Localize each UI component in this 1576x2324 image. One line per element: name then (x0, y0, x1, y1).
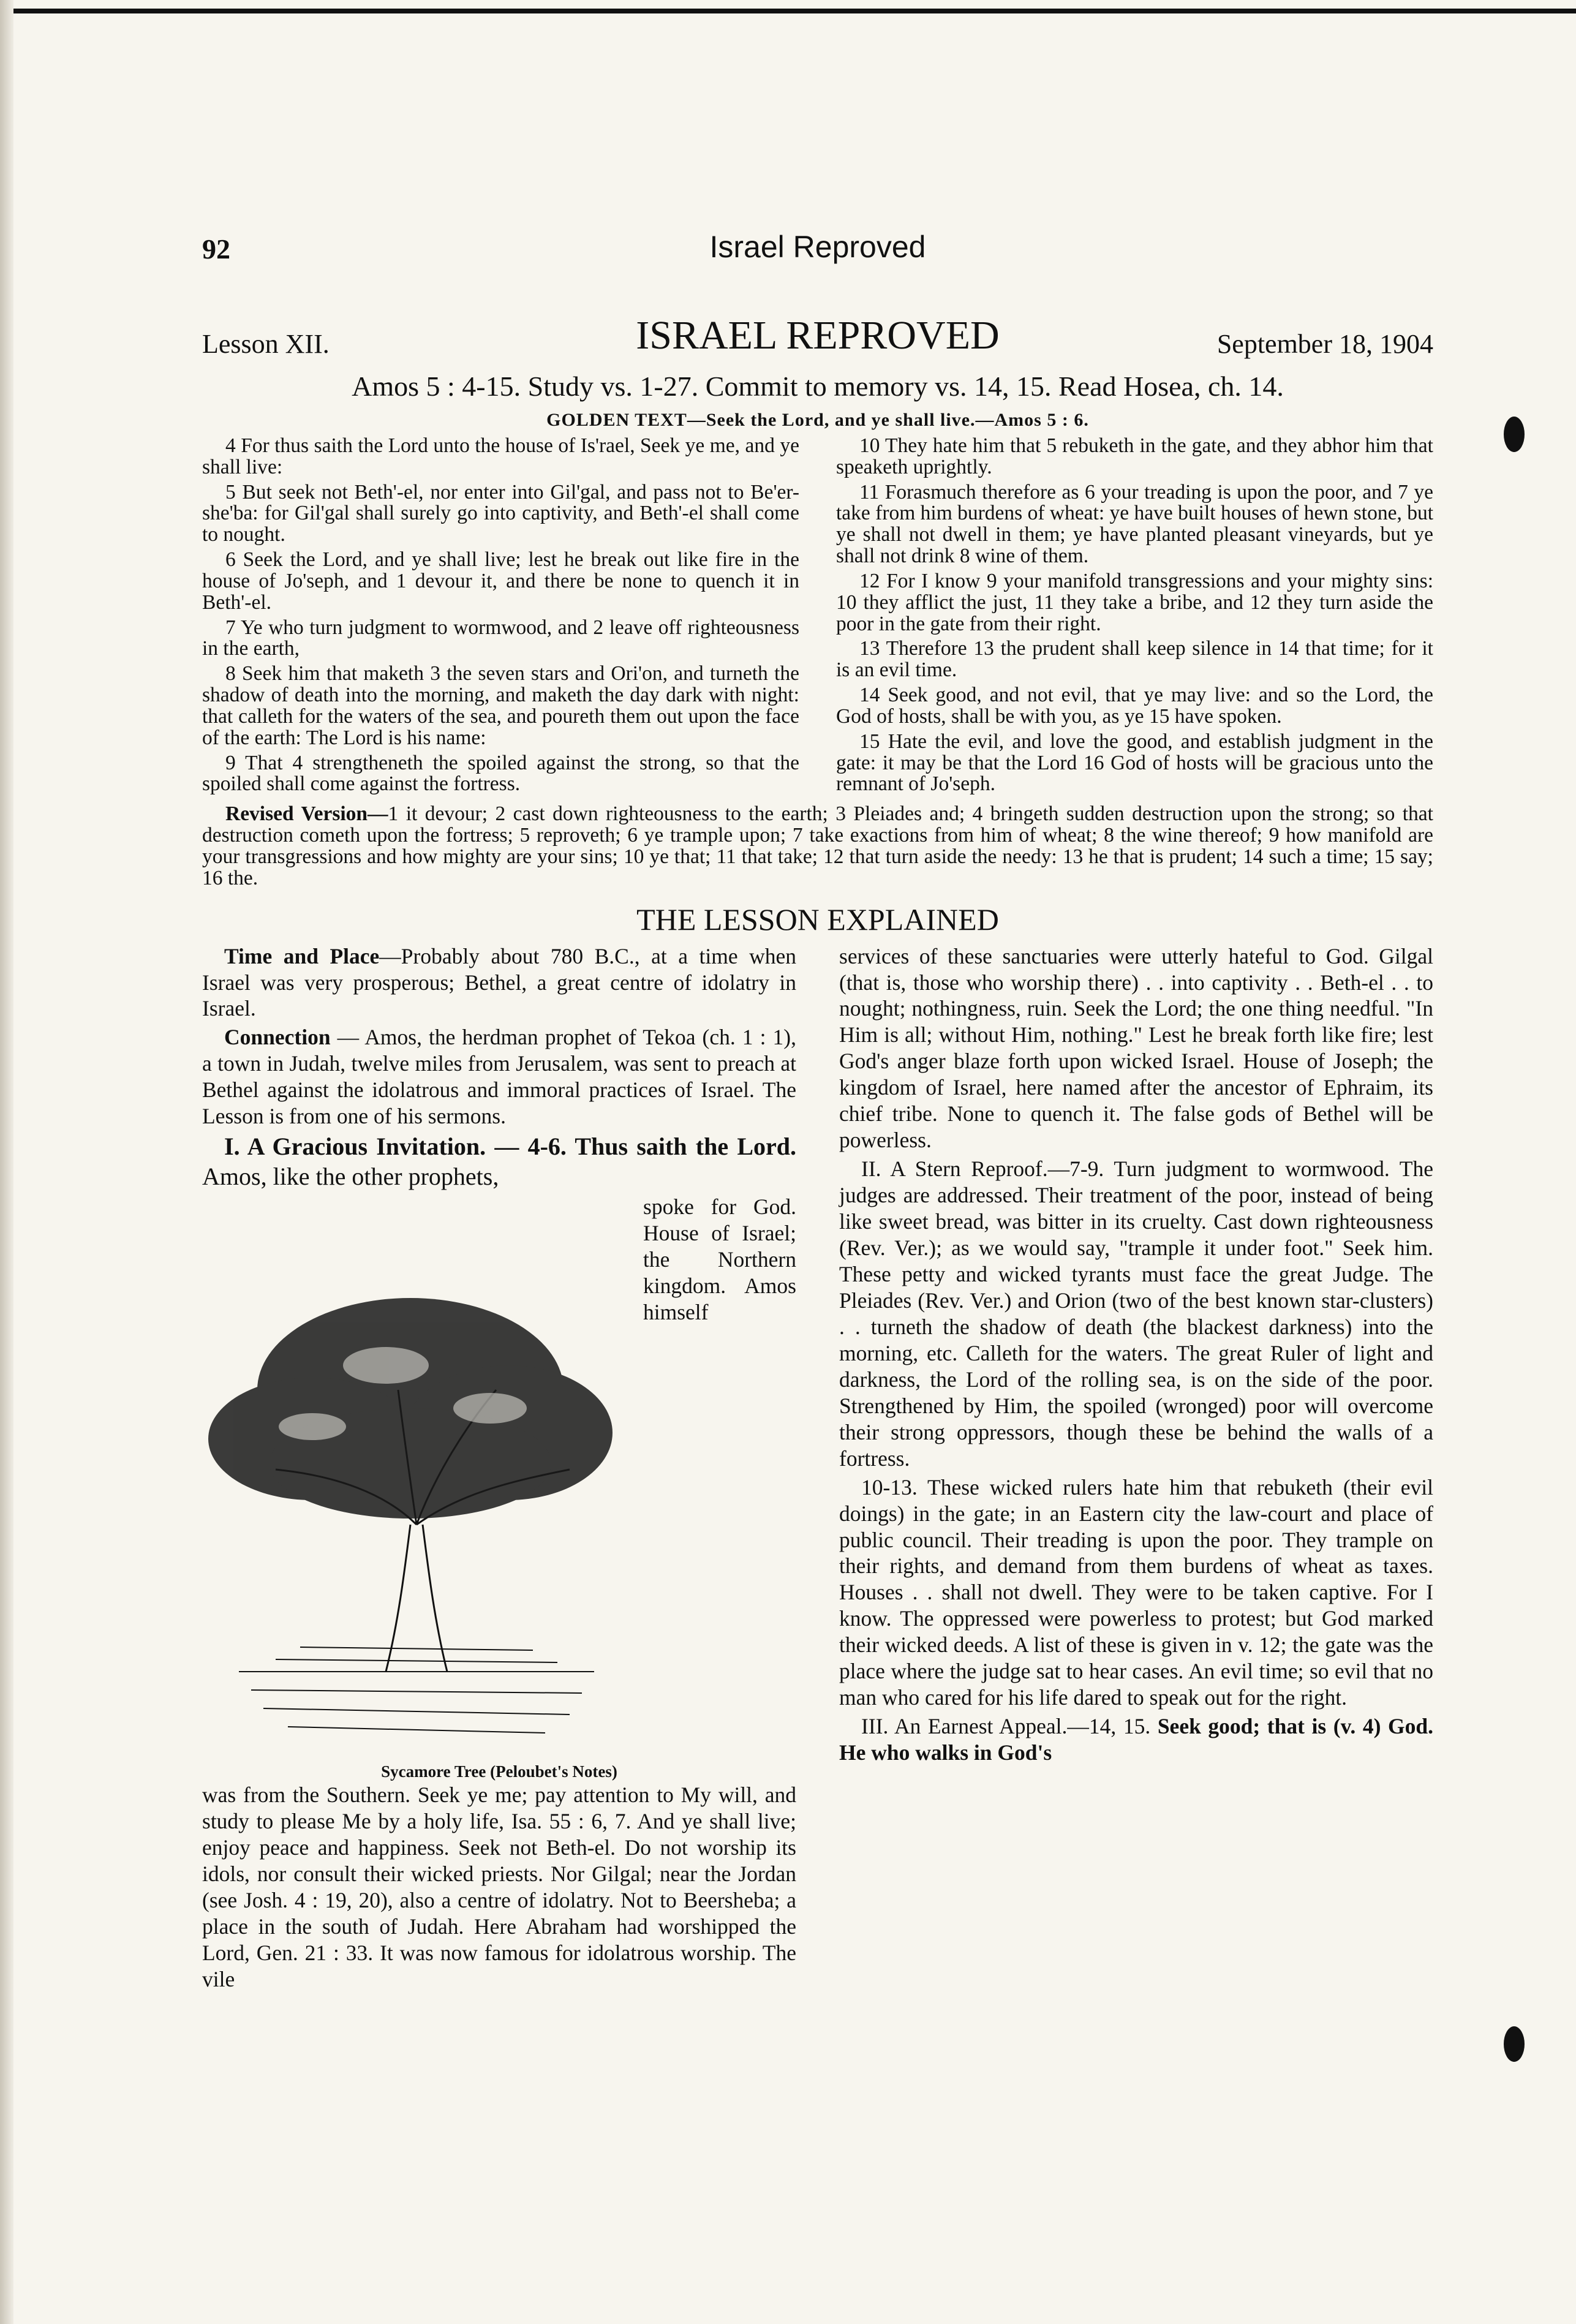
page-number: 92 (202, 233, 230, 265)
revised-version-label: Revised Version— (225, 802, 388, 826)
revised-version-text: 1 it devour; 2 cast down righteousness to the earth; 3 Pleiades and; 4 bringeth sudden destruction upon the strong; so that destruction cometh upon the fortress; 5 reproveth; 6 ye trample upon; 7 take exactions from him of wheat; 8 the wine thereof; 9 how manifold are your transgressions and how mighty are your sins; 10 ye that; 11 that take; 12 that turn aside the needy: 13 he that is prudent; 14 such a time; 15 say; 16 the. (202, 802, 1433, 889)
connection (202, 1024, 796, 1130)
verse: 14 Seek good, and not evil, that ye may live: and so the Lord, the God of hosts, shall be with you, as ye 15 have spoken. (836, 684, 1433, 728)
commentary-right-column (839, 943, 1433, 1995)
verse: 9 That 4 strengtheneth the spoiled against the strong, so that the spoiled shall come against the fortress. (202, 751, 799, 796)
verse: 4 For thus saith the Lord unto the house of Is'rael, Seek ye me, and ye shall live: (202, 434, 799, 478)
tree-caption: Sycamore Tree (Peloubet's Notes) (381, 1762, 617, 1781)
time-place-label: Time and Place (224, 943, 380, 968)
sycamore-tree-illustration (202, 1206, 631, 1757)
verse: 13 Therefore 13 the prudent shall keep silence in 14 that time; for it is an evil time. (836, 637, 1433, 682)
document-page (202, 221, 1433, 1995)
connection-label: Connection (224, 1025, 331, 1050)
time-and-place (202, 943, 796, 1022)
section-2-text: Turn judgment to wormwood. The judges are addressed. Their treatment of the poor, instead of being like sweet bread, was bitter in its cruelty. Cast down righteousness (Rev. Ver.); as we would say, "trample it under foot." Seek him. These petty and wicked tyrants must face the great Judge. The Pleiades (Rev. Ver.) and Orion (two of the best known star-clusters) . . turneth the shadow of death (the blackest darkness) into the morning, etc. Calleth for the waters. The great Ruler of light and darkness, the Lord of the rolling sea, is on the side of the poor. Strengthened by Him, the spoiled (wronged) poor will overcome their strong oppressors, though these be behind the walls of a fortress. (839, 1156, 1433, 1471)
section-3-heading: III. An Earnest Appeal.—14, 15. (861, 1714, 1151, 1739)
revised-version-notes (202, 804, 1433, 889)
section-1-lead: Amos, like the other prophets, (202, 1162, 499, 1190)
lesson-number: Lesson XII. (202, 329, 330, 359)
golden-text: GOLDEN TEXT—Seek the Lord, and ye shall live.—Amos 5 : 6. (546, 410, 1089, 430)
section-3 (839, 1713, 1433, 1766)
left-scan-edge (0, 0, 13, 2324)
scripture-right-column (836, 436, 1433, 799)
scripture-passage (202, 436, 1433, 799)
tree-illustration-block (202, 1194, 796, 1782)
verses-10-13-commentary: 10-13. These wicked rulers hate him that rebuketh (their evil doings) in the gate; in an Eastern city the law-court and place of public council. Their treading is upon the poor. They trample on their rights, and demand from them burdens of wheat as taxes. Houses . . shall not dwell. They were to be taken captive. For I know. The oppressed were powerless to protest; but God marked their wicked deeds. A list of these is given in v. 12; the gate was the place where the judge sat to hear cases. An evil time; so evil that no man who cared for his life dared to speak out for the right. (839, 1474, 1433, 1710)
verse: 15 Hate the evil, and love the good, and establish judgment in the gate: it may be that the Lord 16 God of hosts will be gracious unto the remnant of Jo'seph. (836, 730, 1433, 796)
lesson-title: ISRAEL REPROVED (636, 313, 1000, 358)
section-1-heading: I. A Gracious Invitation. — 4-6. Thus saith the Lord. (224, 1133, 796, 1161)
section-2-heading: II. A Stern Reproof.—7-9. (861, 1156, 1104, 1182)
verse: 7 Ye who turn judgment to wormwood, and 2 leave off righteousness in the earth, (202, 616, 799, 660)
lesson-date: September 18, 1904 (1216, 329, 1433, 359)
verse: 12 For I know 9 your manifold transgressions and your mighty sins: 10 they afflict the just, 11 they take a bribe, and 12 they turn aside the poor in the gate from their right. (836, 569, 1433, 635)
section-1-continued: was from the Southern. Seek ye me; pay attention to My will, and study to please Me by a holy life, Isa. 55 : 6, 7. And ye shall live; enjoy peace and happiness. Seek not Beth-el. Do not worship its idols, nor consult their wicked priests. Nor Gilgal; near the Jordan (see Josh. 4 : 19, 20), also a centre of idolatry. Not to Beersheba; a place in the south of Judah. Here Abraham had worshipped the Lord, Gen. 21 : 33. It was now famous for idolatrous worship. The vile (202, 1783, 796, 1991)
lesson-heading (202, 312, 1433, 368)
section-1-side-text: spoke for God. House of Israel; the Northern kingdom. Amos himself (643, 1194, 796, 1324)
verse: 11 Forasmuch therefore as 6 your treading is upon the poor, and 7 ye take from him burdens of wheat: ye have built houses of hewn stone, but ye shall not dwell in them; ye have planted pleasant vineyards, but ye shall not drink 8 wine of them. (836, 480, 1434, 568)
lesson-references: Amos 5 : 4-15. Study vs. 1-27. Commit to memory vs. 14, 15. Read Hosea, ch. 14. (352, 371, 1284, 402)
lesson-explained-title: THE LESSON EXPLAINED (636, 902, 999, 937)
running-head (202, 221, 1433, 276)
verse: 5 But seek not Beth'-el, nor enter into Gil'gal, and pass not to Be'er-she'ba: for Gil'gal shall surely go into captivity, and Beth'-el shall come to nought. (202, 480, 799, 546)
commentary-left-column (202, 943, 796, 1995)
verse: 8 Seek him that maketh 3 the seven stars and Ori'on, and turneth the shadow of death into the morning, and maketh the day dark with night: that calleth for the waters of the sea, and poureth them out upon the face of the earth: The Lord is his name: (202, 662, 799, 749)
margin-punch-hole-top (1504, 417, 1525, 452)
commentary (202, 943, 1433, 1995)
connection-text: — Amos, the herdman prophet of Tekoa (ch. 1 : 1), a town in Judah, twelve miles from Jerusalem, was sent to preach at Bethel against the idolatrous and immoral practices of Israel. The Lesson is from one of his sermons. (202, 1025, 796, 1129)
section-2 (839, 1156, 1433, 1471)
section-3-text: Seek good; that is (v. 4) God. He who walks in God's (839, 1714, 1433, 1765)
top-scan-border (0, 9, 1576, 13)
verse: 10 They hate him that 5 rebuketh in the gate, and they abhor him that speaketh uprightly. (836, 434, 1433, 478)
time-place-text: —Probably about 780 B.C., at a time when Israel was very prosperous; Bethel, a great centre of idolatry in Israel. (202, 943, 796, 1021)
verse: 6 Seek the Lord, and ye shall live; lest he break out like fire in the house of Jo'seph, and 1 devour it, and there be none to quench it in Beth'-el. (202, 548, 799, 614)
margin-punch-hole-bottom (1504, 2026, 1525, 2062)
scripture-left-column (202, 436, 799, 799)
running-title: Israel Reproved (709, 230, 926, 264)
section-1 (202, 1132, 796, 1191)
section-1-conclusion: services of these sanctuaries were utterly hateful to God. Gilgal (that is, those who worship there) . . into captivity . . Beth-el . . to nought; nothingness, ruin. Seek the Lord; the one thing needful. "In Him is all; without Him, nothing." Lest he break forth like fire; lest God's anger blaze forth upon wicked Israel. House of Joseph; the kingdom of Israel, here named after the ancestor of Ephraim, its chief tribe. None to quench it. The false gods of Bethel will be powerless. (839, 943, 1433, 1153)
